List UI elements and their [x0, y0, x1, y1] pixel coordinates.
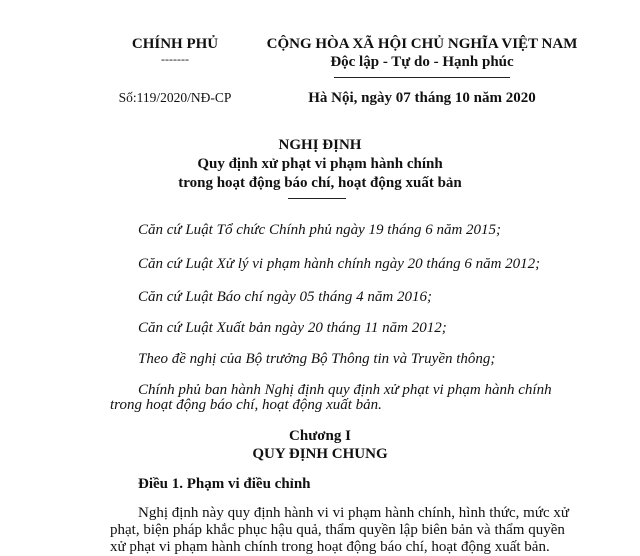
chapter-number: Chương I	[289, 428, 351, 444]
national-motto: Độc lập - Tự do - Hạnh phúc	[330, 54, 514, 70]
enactment-text-1: Chính phủ ban hành Nghị định quy định xử phạt vi phạm hành chính	[138, 382, 552, 398]
legal-basis-5: Theo đề nghị của Bộ trưởng Bộ Thông tin và Truyền thông;	[138, 351, 496, 367]
article-heading: Điều 1. Phạm vi điều chỉnh	[138, 476, 311, 492]
motto-underline	[334, 77, 510, 78]
place-date: Hà Nội, ngày 07 tháng 10 năm 2020	[308, 90, 536, 106]
article-paragraph-line-2	[110, 522, 565, 539]
issuer-divider: -------	[161, 52, 189, 66]
article-text-1: Nghị định này quy định hành vi vi phạm hành chính, hình thức, mức xử	[138, 505, 570, 521]
legal-basis-4: Căn cứ Luật Xuất bản ngày 20 tháng 11 năm 2012;	[138, 320, 447, 336]
article-text-2: phạt, biện pháp khắc phục hậu quả, thẩm quyền lập biên bản và thẩm quyền	[110, 522, 565, 538]
legal-basis-2: Căn cứ Luật Xử lý vi phạm hành chính ngày 20 tháng 6 năm 2012;	[138, 256, 541, 272]
enactment-line-2: trong hoạt động báo chí, hoạt động xuất bản.	[110, 397, 382, 413]
title-divider	[288, 198, 346, 199]
legal-basis-3: Căn cứ Luật Báo chí ngày 05 tháng 4 năm 2016;	[138, 289, 432, 305]
article-paragraph-line-1	[138, 505, 570, 522]
republic-name: CỘNG HÒA XÃ HỘI CHỦ NGHĨA VIỆT NAM	[266, 36, 578, 52]
article-paragraph-line-3: xử phạt vi phạm hành chính trong hoạt động báo chí, hoạt động xuất bản.	[110, 539, 550, 555]
issuer-name: CHÍNH PHỦ	[131, 36, 219, 52]
document-number: Số:119/2020/NĐ-CP	[118, 90, 232, 105]
legal-basis-1: Căn cứ Luật Tổ chức Chính phủ ngày 19 tháng 6 năm 2015;	[138, 222, 502, 238]
document-type: NGHỊ ĐỊNH	[278, 137, 362, 153]
document-subtitle-line-2: trong hoạt động báo chí, hoạt động xuất bản	[178, 175, 462, 191]
document-subtitle-line-1: Quy định xử phạt vi phạm hành chính	[197, 156, 443, 172]
chapter-name: QUY ĐỊNH CHUNG	[252, 446, 388, 462]
